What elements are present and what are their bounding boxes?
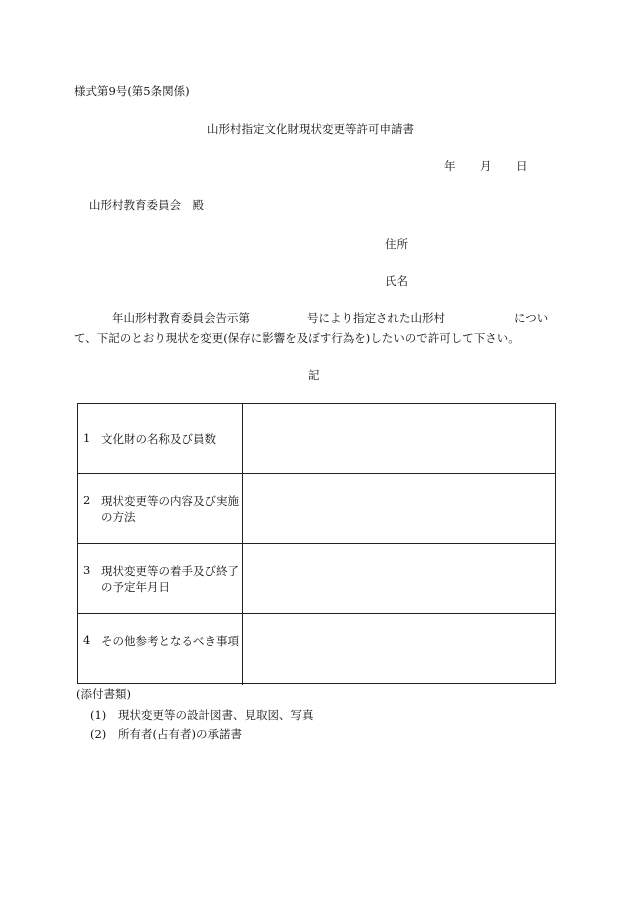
row-number: 1 [83, 431, 91, 445]
addressee: 山形村教育委員会 殿 [89, 198, 204, 212]
row-label: 文化財の名称及び員数 [101, 432, 216, 446]
row-label: 現状変更等の内容及び実施の方法 [101, 494, 239, 524]
row-number: 2 [83, 493, 91, 507]
table-row [78, 474, 555, 544]
items-table [77, 403, 556, 684]
table-row [78, 544, 555, 614]
date-month-label: 月 [480, 159, 492, 173]
body-text-part-2: 号により指定された山形村 [307, 311, 445, 325]
body-line-2: て、下記のとおり現状を変更(保存に影響を及ぼす行為を)したいので許可して下さい。 [74, 331, 520, 345]
row-label: その他参考となるべき事項 [101, 634, 239, 648]
row-number: 4 [83, 633, 91, 647]
row-value-cell[interactable] [243, 474, 555, 543]
row-value-cell[interactable] [243, 404, 555, 473]
name-label: 氏名 [385, 274, 408, 288]
row-label-cell [78, 614, 243, 685]
attachments-heading: (添付書類) [76, 687, 131, 701]
attachment-number: (2) [90, 727, 107, 741]
row-value-cell[interactable] [243, 544, 555, 613]
attachment-text: 所有者(占有者)の承諾書 [118, 727, 242, 741]
table-row [78, 404, 555, 474]
row-label-cell [78, 404, 243, 473]
body-text-part-1: 年山形村教育委員会告示第 [112, 311, 250, 325]
date-day-label: 日 [516, 159, 528, 173]
form-number: 様式第9号(第5条関係) [74, 84, 190, 98]
address-label: 住所 [385, 237, 408, 251]
row-label: 現状変更等の着手及び終了の予定年月日 [101, 564, 239, 594]
row-label-cell [78, 544, 243, 613]
row-label-cell [78, 474, 243, 543]
body-text-part-3: につい [514, 311, 549, 325]
ki-label: 記 [308, 368, 320, 382]
document-title: 山形村指定文化財現状変更等許可申請書 [207, 122, 414, 136]
date-year-label: 年 [444, 159, 456, 173]
attachment-text: 現状変更等の設計図書、見取図、写真 [118, 708, 314, 722]
attachment-number: (1) [90, 708, 107, 722]
row-number: 3 [83, 563, 91, 577]
attachment-item [90, 726, 242, 742]
body-line-1 [0, 310, 630, 326]
row-value-cell[interactable] [243, 614, 555, 685]
table-row [78, 614, 555, 685]
attachment-item [90, 707, 314, 723]
